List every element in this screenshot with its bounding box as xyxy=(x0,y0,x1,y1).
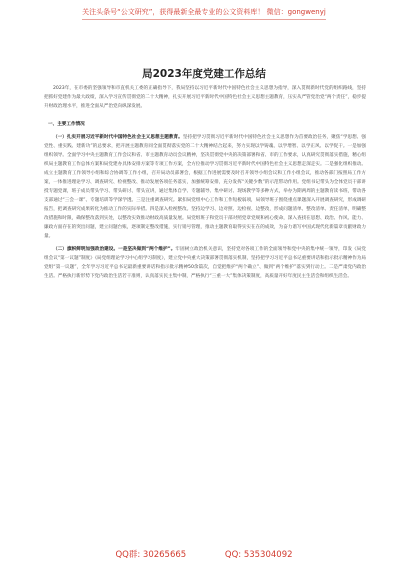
top-banner xyxy=(0,0,408,26)
section-heading: 一、主要工作情况 xyxy=(48,122,85,127)
banner-text: 关注头条号“公文研究”，获得最新全最专业的公文资料库！ 微信：gongwenyj xyxy=(82,7,326,20)
item-one-paragraph xyxy=(44,133,366,241)
item-one-text-tail: 局党组班子和党员干部对照党章党规和初心使命，深入查找在思想、政治、作风、能力、廉政方面存在的突出问题，建立问题台账，逐项制定整改措施，实行销号管理，推动主题教育取得实实在在的成效，为奋力谱写中国式现代化新篇章贡献财政力量。 xyxy=(44,216,366,239)
footer-contact xyxy=(0,548,408,560)
document-body xyxy=(44,84,366,281)
footer-qq-group: QQ群: 30265665 xyxy=(115,550,187,560)
item-two-text-tail: 二是严肃党内政治生活。严格执行新形势下党内政治生活若干准则，认真落实民主集中制，严格执行“三重一大”集体决策制度，高质量开好年度民主生活会和组织生活会。 xyxy=(44,265,366,279)
footer-qq: QQ: 535304092 xyxy=(224,550,293,560)
item-two-lead: （二）旗帜鲜明加强政治建设。一是坚决做到“两个维护”。 xyxy=(53,247,176,252)
item-one-lead: （一）扎实开展习近平新时代中国特色社会主义思想主题教育。 xyxy=(53,135,183,140)
document-title: 局2023年度党建工作总结 xyxy=(142,68,266,80)
intro-paragraph: 2023年，在市委的坚强领导和市直机关工委的正确指导下，我局坚持以习近平新时代中国特色社会主义思想为指导，深入贯彻新时代党的组织路线，坚持把抓好党建作为最大政绩，深入学习宣传贯彻党的二十大精神，扎实开展习近平新时代中国特色社会主义思想主题教育，压实从严管党治党“两个责任”，稳步提升财政治理水平，推进全面从严治党向纵深发展。 xyxy=(44,86,366,109)
item-two-text: 牢固树立政治机关意识，坚持党对各项工作的全面领导和党中央的集中统一领导，印发《局党组会议“第一议题”制度》《局党组理论学习中心组学习制度》，建立党中央重大决策部署贯彻落实机制，坚持把学习习近平总书记重要讲话和指示批示精神作为局党组“第一议题”，全年学习习近平总书记最新重要讲话和指示批示精神50余篇次，自觉把维护“两个确立”、做到“两个维护”落实到行动上。 xyxy=(44,247,366,270)
item-two-paragraph xyxy=(44,245,366,281)
item-one-text: 坚持把学习贯彻习近平新时代中国特色社会主义思想作为首要政治任务，聚焦“学思想、强党性、重实践、建新功”的总要求，把开展主题教育同全面贯彻落实党的二十大精神结合起来，努力实现以学铸魂、以学增智、以学正风、以学促干。一是加强组织领导。全面学习中央主题教育工作会议和省、市主题教育动员会议精神，坚决贯彻党中央的决策部署和省、市的工作要求，认真研究贯彻落实措施，精心组织局主题教育工作总体方案和局党建办具体安排方案等专项工作方案，全方位推动学习贯彻习近平新时代中国特色社会主义思想走深走实。二是强化组织推动。成立主题教育工作领导小组和综合协调等工作小组，召开局动员部署会，根据工作进展需要及时召开领导小组会议和工作小组会议，推动各部门按照局工作方案，一体推进理论学习、调查研究、检视整改、推动发展各项任务落实，加强统筹安排，充分发挥“关键少数”的示范带动作用。党组书记带头为全体党员干部讲授专题党课，班子成员带头学习、带头研讨、带头宣讲，通过集体自学、专题辅导、集中研讨、现场教学等多种方式，举办为期两周的主题教育读书班，带动各支部通过“三会一课”、专题培训等学深学透。三是注重调查研究。紧扣局党组中心工作和工作短板弱项，局领导班子围绕重点课题深入开展调查研究，形成调研报告，把调查研究成果转化为推动工作的实际举措。四是深入检视整改。坚持边学习、边对照、边检视、边整改，形成问题清单、整改清单、责任清单，明确整改措施和时限，确保整改落到实处，以整改实效推动财政高质量发展。 xyxy=(44,135,366,221)
